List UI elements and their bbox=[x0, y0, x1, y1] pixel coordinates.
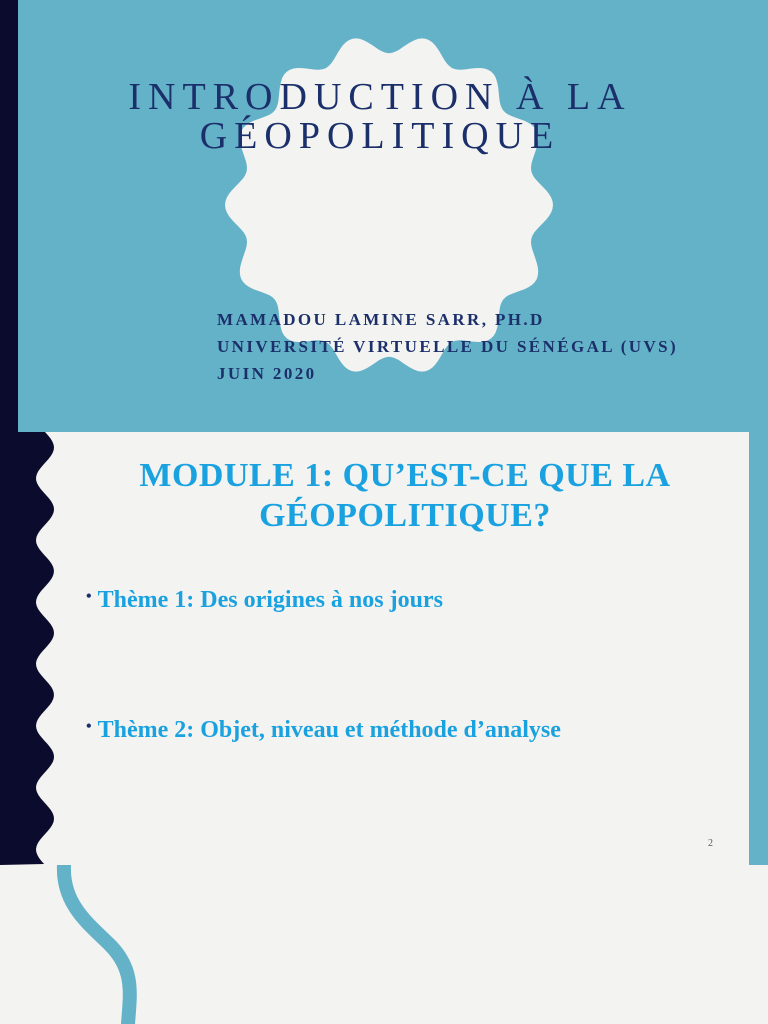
bullet-icon: • bbox=[86, 718, 92, 735]
module-title bbox=[60, 456, 750, 536]
slide-1 bbox=[0, 0, 768, 432]
curved-line-decoration bbox=[0, 865, 200, 1024]
institution-line: UNIVERSITÉ VIRTUELLE DU SÉNÉGAL (UVS) bbox=[217, 337, 679, 356]
slide-3 bbox=[0, 865, 768, 1024]
title-line-2: GÉOPOLITIQUE bbox=[199, 115, 561, 157]
page-number: 2 bbox=[708, 838, 713, 849]
list-item bbox=[86, 587, 443, 614]
bullet-icon: • bbox=[86, 588, 92, 605]
author-line: MAMADOU LAMINE SARR, PH.D bbox=[217, 310, 545, 329]
module-title-line-2: GÉOPOLITIQUE? bbox=[259, 497, 551, 534]
wavy-left-border bbox=[0, 432, 60, 865]
date-line: JUIN 2020 bbox=[217, 364, 317, 383]
presentation-title bbox=[60, 78, 700, 156]
list-item bbox=[86, 717, 561, 744]
theme-2-text: Thème 2: Objet, niveau et méthode d’analyse bbox=[97, 717, 561, 743]
presentation-subtitle bbox=[217, 306, 678, 387]
theme-1-text: Thème 1: Des origines à nos jours bbox=[97, 587, 443, 613]
module-title-line-1: MODULE 1: QU’EST-CE QUE LA bbox=[139, 457, 671, 494]
right-accent-band bbox=[749, 432, 768, 865]
slide-2 bbox=[0, 432, 768, 865]
title-line-1: INTRODUCTION À LA bbox=[128, 76, 632, 118]
